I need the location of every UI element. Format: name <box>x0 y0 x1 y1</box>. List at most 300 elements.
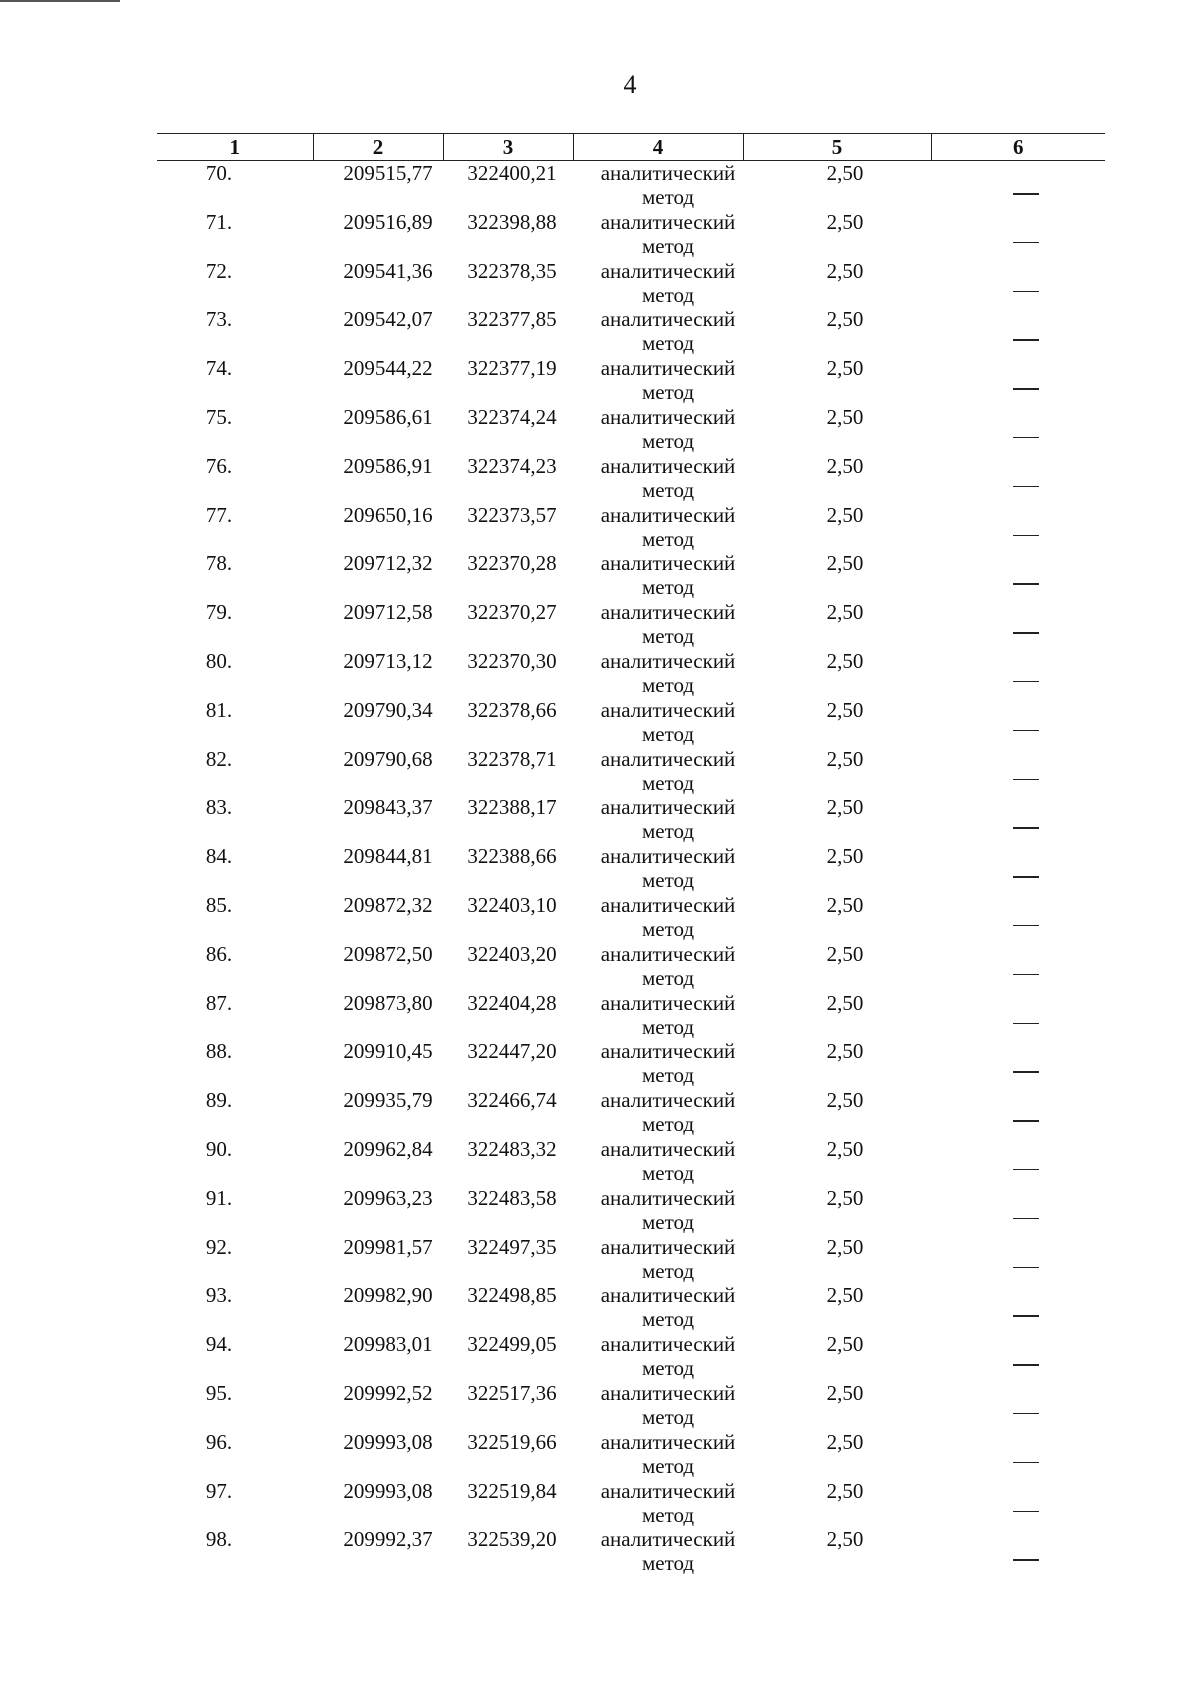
dash-mark <box>1013 437 1039 439</box>
method-line-1: аналитический <box>600 600 736 625</box>
coordinate-x: 209586,61 <box>343 404 433 429</box>
accuracy-value: 2,50 <box>826 1380 864 1405</box>
dash-mark <box>1013 1071 1039 1073</box>
note-cell <box>931 1235 1105 1284</box>
accuracy-value: 2,50 <box>826 648 864 673</box>
accuracy-value: 2,50 <box>826 502 864 527</box>
note-cell <box>931 747 1105 796</box>
coordinate-y: 322519,66 <box>467 1429 557 1454</box>
coordinate-y: 322378,71 <box>467 746 557 771</box>
coordinate-y: 322378,35 <box>467 258 557 283</box>
note-cell <box>931 649 1105 698</box>
table-row <box>157 1283 1105 1332</box>
dash-mark <box>1013 388 1039 390</box>
method-line-1: аналитический <box>600 258 736 283</box>
determination-method <box>573 942 743 991</box>
determination-method <box>573 1137 743 1186</box>
point-number: 88. <box>205 1039 233 1064</box>
table-row <box>157 405 1105 454</box>
method-line-1: аналитический <box>600 1332 736 1357</box>
method-line-1: аналитический <box>600 1380 736 1405</box>
determination-method <box>573 1186 743 1235</box>
point-number: 90. <box>205 1136 233 1161</box>
method-line-2: метод <box>641 868 695 893</box>
coordinate-y: 322370,28 <box>467 551 557 576</box>
method-line-2: метод <box>641 526 695 551</box>
determination-method <box>573 307 743 356</box>
table-row <box>157 991 1105 1040</box>
method-line-1: аналитический <box>600 551 736 576</box>
method-line-1: аналитический <box>600 990 736 1015</box>
coordinate-y: 322498,85 <box>467 1283 557 1308</box>
point-number: 92. <box>205 1234 233 1259</box>
determination-method <box>573 795 743 844</box>
table-row <box>157 1137 1105 1186</box>
point-number: 80. <box>205 648 233 673</box>
table-row <box>157 307 1105 356</box>
note-cell <box>931 1479 1105 1528</box>
coordinate-y: 322517,36 <box>467 1380 557 1405</box>
note-cell <box>931 307 1105 356</box>
table-row <box>157 1430 1105 1479</box>
table-header <box>157 134 1105 161</box>
table-row <box>157 795 1105 844</box>
table-row <box>157 356 1105 405</box>
table-row <box>157 747 1105 796</box>
point-number: 97. <box>205 1478 233 1503</box>
dash-mark <box>1013 339 1039 341</box>
coordinate-y: 322447,20 <box>467 1039 557 1064</box>
coordinate-x: 209542,07 <box>343 307 433 332</box>
determination-method <box>573 1527 743 1576</box>
point-number: 78. <box>205 551 233 576</box>
determination-method <box>573 551 743 600</box>
coordinate-y: 322519,84 <box>467 1478 557 1503</box>
method-line-2: метод <box>641 428 695 453</box>
accuracy-value: 2,50 <box>826 1039 864 1064</box>
point-number: 96. <box>205 1429 233 1454</box>
coordinate-y: 322373,57 <box>467 502 557 527</box>
coordinate-y: 322374,24 <box>467 404 557 429</box>
method-line-1: аналитический <box>600 746 736 771</box>
method-line-2: метод <box>641 1160 695 1185</box>
table-row <box>157 942 1105 991</box>
note-cell <box>931 161 1105 210</box>
determination-method <box>573 1283 743 1332</box>
accuracy-value: 2,50 <box>826 404 864 429</box>
coordinate-x: 209586,91 <box>343 453 433 478</box>
coordinate-y: 322398,88 <box>467 209 557 234</box>
note-cell <box>931 893 1105 942</box>
determination-method <box>573 844 743 893</box>
coordinate-x: 209993,08 <box>343 1429 433 1454</box>
determination-method <box>573 161 743 210</box>
method-line-1: аналитический <box>600 209 736 234</box>
method-line-1: аналитический <box>600 502 736 527</box>
header-col-4: 4 <box>573 134 743 161</box>
method-line-1: аналитический <box>600 1185 736 1210</box>
coordinate-y: 322400,21 <box>467 161 557 185</box>
coordinate-x: 209981,57 <box>343 1234 433 1259</box>
method-line-2: метод <box>641 1112 695 1137</box>
dash-mark <box>1013 583 1039 585</box>
method-line-1: аналитический <box>600 648 736 673</box>
table-row <box>157 259 1105 308</box>
dash-mark <box>1013 1267 1039 1269</box>
table-row <box>157 1527 1105 1576</box>
method-line-1: аналитический <box>600 404 736 429</box>
coordinate-x: 209516,89 <box>343 209 433 234</box>
method-line-1: аналитический <box>600 1527 736 1552</box>
table-body <box>157 161 1105 1577</box>
accuracy-value: 2,50 <box>826 844 864 869</box>
dash-mark <box>1013 1413 1039 1415</box>
note-cell <box>931 991 1105 1040</box>
determination-method <box>573 1381 743 1430</box>
method-line-1: аналитический <box>600 1039 736 1064</box>
method-line-2: метод <box>641 1209 695 1234</box>
point-number: 87. <box>205 990 233 1015</box>
coordinate-y: 322499,05 <box>467 1332 557 1357</box>
method-line-1: аналитический <box>600 697 736 722</box>
point-number: 74. <box>205 356 233 381</box>
table-row <box>157 454 1105 503</box>
dash-mark <box>1013 193 1039 195</box>
table-row <box>157 551 1105 600</box>
method-line-2: метод <box>641 916 695 941</box>
header-col-6: 6 <box>931 134 1105 161</box>
table-row <box>157 1235 1105 1284</box>
accuracy-value: 2,50 <box>826 1332 864 1357</box>
method-line-1: аналитический <box>600 1429 736 1454</box>
point-number: 70. <box>205 161 233 185</box>
note-cell <box>931 1088 1105 1137</box>
accuracy-value: 2,50 <box>826 258 864 283</box>
table-row <box>157 649 1105 698</box>
method-line-2: метод <box>641 1258 695 1283</box>
header-row <box>157 134 1105 161</box>
accuracy-value: 2,50 <box>826 1527 864 1552</box>
coordinate-y: 322483,58 <box>467 1185 557 1210</box>
method-line-1: аналитический <box>600 453 736 478</box>
method-line-1: аналитический <box>600 795 736 820</box>
dash-mark <box>1013 1169 1039 1171</box>
method-line-2: метод <box>641 721 695 746</box>
point-number: 85. <box>205 892 233 917</box>
accuracy-value: 2,50 <box>826 307 864 332</box>
page-number: 4 <box>623 70 637 99</box>
method-line-1: аналитический <box>600 161 736 185</box>
accuracy-value: 2,50 <box>826 1136 864 1161</box>
dash-mark <box>1013 535 1039 537</box>
accuracy-value: 2,50 <box>826 209 864 234</box>
note-cell <box>931 210 1105 259</box>
coordinate-x: 209910,45 <box>343 1039 433 1064</box>
dash-mark <box>1013 1511 1039 1513</box>
coordinate-x: 209650,16 <box>343 502 433 527</box>
method-line-2: метод <box>641 282 695 307</box>
table-row <box>157 1039 1105 1088</box>
determination-method <box>573 356 743 405</box>
note-cell <box>931 405 1105 454</box>
method-line-2: метод <box>641 770 695 795</box>
point-number: 91. <box>205 1185 233 1210</box>
method-line-2: метод <box>641 380 695 405</box>
accuracy-value: 2,50 <box>826 697 864 722</box>
dash-mark <box>1013 486 1039 488</box>
point-number: 72. <box>205 258 233 283</box>
determination-method <box>573 405 743 454</box>
method-line-1: аналитический <box>600 892 736 917</box>
coordinate-x: 209963,23 <box>343 1185 433 1210</box>
method-line-1: аналитический <box>600 307 736 332</box>
accuracy-value: 2,50 <box>826 941 864 966</box>
note-cell <box>931 1186 1105 1235</box>
point-number: 84. <box>205 844 233 869</box>
method-line-2: метод <box>641 1356 695 1381</box>
point-number: 82. <box>205 746 233 771</box>
coordinate-y: 322377,19 <box>467 356 557 381</box>
note-cell <box>931 1332 1105 1381</box>
coordinate-x: 209843,37 <box>343 795 433 820</box>
coordinate-x: 209844,81 <box>343 844 433 869</box>
point-number: 71. <box>205 209 233 234</box>
coordinate-y: 322404,28 <box>467 990 557 1015</box>
determination-method <box>573 649 743 698</box>
dash-mark <box>1013 1315 1039 1317</box>
coordinate-y: 322378,66 <box>467 697 557 722</box>
accuracy-value: 2,50 <box>826 600 864 625</box>
accuracy-value: 2,50 <box>826 1234 864 1259</box>
point-number: 76. <box>205 453 233 478</box>
point-number: 98. <box>205 1527 233 1552</box>
coordinates-table <box>157 133 1105 1576</box>
accuracy-value: 2,50 <box>826 1283 864 1308</box>
coordinate-y: 322370,30 <box>467 648 557 673</box>
point-number: 77. <box>205 502 233 527</box>
accuracy-value: 2,50 <box>826 1429 864 1454</box>
method-line-2: метод <box>641 624 695 649</box>
determination-method <box>573 1039 743 1088</box>
coordinate-x: 209873,80 <box>343 990 433 1015</box>
determination-method <box>573 1479 743 1528</box>
note-cell <box>931 503 1105 552</box>
accuracy-value: 2,50 <box>826 795 864 820</box>
dash-mark <box>1013 1120 1039 1122</box>
table-row <box>157 503 1105 552</box>
header-col-2: 2 <box>313 134 443 161</box>
dash-mark <box>1013 1364 1039 1366</box>
point-number: 79. <box>205 600 233 625</box>
header-col-1: 1 <box>157 134 313 161</box>
coordinate-x: 209544,22 <box>343 356 433 381</box>
table-row <box>157 1088 1105 1137</box>
coordinate-x: 209962,84 <box>343 1136 433 1161</box>
accuracy-value: 2,50 <box>826 551 864 576</box>
accuracy-value: 2,50 <box>826 1185 864 1210</box>
method-line-2: метод <box>641 1063 695 1088</box>
method-line-2: метод <box>641 233 695 258</box>
dash-mark <box>1013 876 1039 878</box>
method-line-2: метод <box>641 819 695 844</box>
coordinate-x: 209713,12 <box>343 648 433 673</box>
coordinate-x: 209712,58 <box>343 600 433 625</box>
coordinate-y: 322483,32 <box>467 1136 557 1161</box>
point-number: 93. <box>205 1283 233 1308</box>
dash-mark <box>1013 632 1039 634</box>
method-line-1: аналитический <box>600 356 736 381</box>
determination-method <box>573 1332 743 1381</box>
determination-method <box>573 747 743 796</box>
coordinate-x: 209983,01 <box>343 1332 433 1357</box>
point-number: 86. <box>205 941 233 966</box>
determination-method <box>573 259 743 308</box>
accuracy-value: 2,50 <box>826 892 864 917</box>
coordinate-x: 209872,50 <box>343 941 433 966</box>
method-line-2: метод <box>641 185 695 209</box>
table-row <box>157 161 1105 210</box>
header-col-5: 5 <box>743 134 931 161</box>
method-line-1: аналитический <box>600 1478 736 1503</box>
method-line-1: аналитический <box>600 1283 736 1308</box>
coordinate-y: 322377,85 <box>467 307 557 332</box>
coordinate-x: 209872,32 <box>343 892 433 917</box>
point-number: 95. <box>205 1380 233 1405</box>
note-cell <box>931 844 1105 893</box>
coordinate-x: 209712,32 <box>343 551 433 576</box>
coordinate-y: 322388,66 <box>467 844 557 869</box>
table-row <box>157 1381 1105 1430</box>
method-line-2: метод <box>641 477 695 502</box>
dash-mark <box>1013 925 1039 927</box>
determination-method <box>573 893 743 942</box>
point-number: 94. <box>205 1332 233 1357</box>
point-number: 83. <box>205 795 233 820</box>
note-cell <box>931 1137 1105 1186</box>
dash-mark <box>1013 730 1039 732</box>
note-cell <box>931 259 1105 308</box>
dash-mark <box>1013 974 1039 976</box>
note-cell <box>931 942 1105 991</box>
coordinate-x: 209515,77 <box>343 161 433 185</box>
determination-method <box>573 600 743 649</box>
coordinate-y: 322539,20 <box>467 1527 557 1552</box>
scan-edge-line <box>0 0 120 2</box>
coordinate-x: 209790,68 <box>343 746 433 771</box>
accuracy-value: 2,50 <box>826 990 864 1015</box>
method-line-2: метод <box>641 1502 695 1527</box>
note-cell <box>931 1283 1105 1332</box>
table-row <box>157 698 1105 747</box>
dash-mark <box>1013 1462 1039 1464</box>
determination-method <box>573 210 743 259</box>
note-cell <box>931 1381 1105 1430</box>
method-line-2: метод <box>641 1551 695 1576</box>
method-line-2: метод <box>641 331 695 356</box>
dash-mark <box>1013 1559 1039 1561</box>
point-number: 89. <box>205 1088 233 1113</box>
method-line-2: метод <box>641 1307 695 1332</box>
dash-mark <box>1013 681 1039 683</box>
method-line-2: метод <box>641 1453 695 1478</box>
coordinate-y: 322370,27 <box>467 600 557 625</box>
coordinate-x: 209992,52 <box>343 1380 433 1405</box>
accuracy-value: 2,50 <box>826 161 864 185</box>
determination-method <box>573 1235 743 1284</box>
coordinate-y: 322403,10 <box>467 892 557 917</box>
dash-mark <box>1013 242 1039 244</box>
method-line-1: аналитический <box>600 941 736 966</box>
method-line-2: метод <box>641 575 695 600</box>
note-cell <box>931 795 1105 844</box>
determination-method <box>573 454 743 503</box>
coordinate-x: 209993,08 <box>343 1478 433 1503</box>
coordinate-y: 322497,35 <box>467 1234 557 1259</box>
coordinate-y: 322374,23 <box>467 453 557 478</box>
dash-mark <box>1013 779 1039 781</box>
coordinate-x: 209541,36 <box>343 258 433 283</box>
method-line-2: метод <box>641 1014 695 1039</box>
method-line-2: метод <box>641 672 695 697</box>
method-line-1: аналитический <box>600 1088 736 1113</box>
table-row <box>157 1186 1105 1235</box>
method-line-1: аналитический <box>600 1234 736 1259</box>
note-cell <box>931 698 1105 747</box>
coordinate-x: 209982,90 <box>343 1283 433 1308</box>
point-number: 81. <box>205 697 233 722</box>
coordinate-x: 209935,79 <box>343 1088 433 1113</box>
method-line-1: аналитический <box>600 844 736 869</box>
table-row <box>157 1479 1105 1528</box>
dash-mark <box>1013 827 1039 829</box>
determination-method <box>573 503 743 552</box>
coordinate-y: 322466,74 <box>467 1088 557 1113</box>
table-row <box>157 600 1105 649</box>
method-line-2: метод <box>641 1404 695 1429</box>
point-number: 75. <box>205 404 233 429</box>
coordinate-y: 322403,20 <box>467 941 557 966</box>
table-row <box>157 893 1105 942</box>
dash-mark <box>1013 1218 1039 1220</box>
table-row <box>157 1332 1105 1381</box>
accuracy-value: 2,50 <box>826 453 864 478</box>
table-row <box>157 844 1105 893</box>
note-cell <box>931 1039 1105 1088</box>
accuracy-value: 2,50 <box>826 356 864 381</box>
dash-mark <box>1013 1023 1039 1025</box>
point-number: 73. <box>205 307 233 332</box>
note-cell <box>931 356 1105 405</box>
coordinates-table-container <box>157 133 1105 1576</box>
note-cell <box>931 551 1105 600</box>
accuracy-value: 2,50 <box>826 746 864 771</box>
accuracy-value: 2,50 <box>826 1478 864 1503</box>
method-line-1: аналитический <box>600 1136 736 1161</box>
header-col-3: 3 <box>443 134 573 161</box>
determination-method <box>573 1088 743 1137</box>
coordinate-x: 209992,37 <box>343 1527 433 1552</box>
note-cell <box>931 600 1105 649</box>
note-cell <box>931 1527 1105 1576</box>
coordinate-x: 209790,34 <box>343 697 433 722</box>
note-cell <box>931 1430 1105 1479</box>
table-row <box>157 210 1105 259</box>
determination-method <box>573 991 743 1040</box>
accuracy-value: 2,50 <box>826 1088 864 1113</box>
determination-method <box>573 1430 743 1479</box>
dash-mark <box>1013 291 1039 293</box>
coordinate-y: 322388,17 <box>467 795 557 820</box>
